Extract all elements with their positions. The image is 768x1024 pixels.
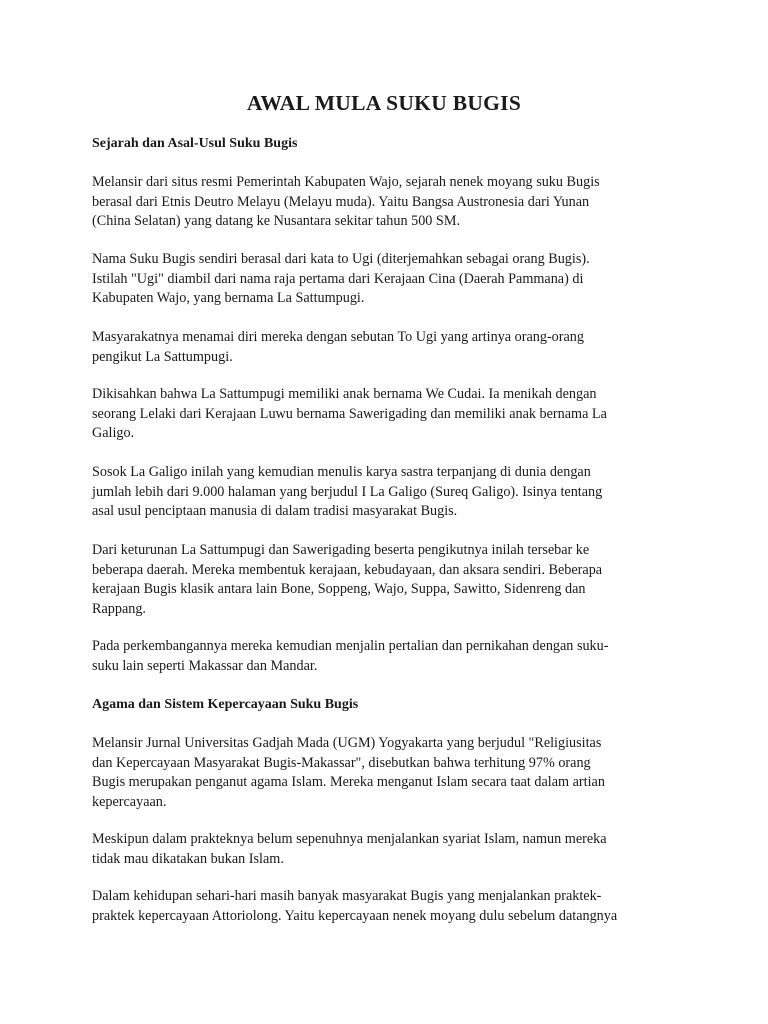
- paragraph-we-cudai: [92, 385, 607, 444]
- text-line: jumlah lebih dari 9.000 halaman yang berjudul I La Galigo (Sureq Galigo). Isinya tentang: [92, 483, 603, 500]
- text-line: suku lain seperti Makassar dan Mandar.: [92, 657, 318, 674]
- text-line: Bugis merupakan penganut agama Islam. Mereka menganut Islam secara taat dalam artian: [92, 774, 605, 790]
- paragraph-la-galigo: [92, 463, 602, 522]
- text-line: Masyarakatnya menamai diri mereka dengan sebutan To Ugi yang artinya orang-orang: [92, 329, 584, 345]
- text-line: Pada perkembangannya mereka kemudian menjalin pertalian dan pernikahan dengan suku-: [92, 638, 609, 654]
- paragraph-origin: [92, 173, 600, 232]
- text-line: asal usul penciptaan manusia di dalam tradisi masyarakat Bugis.: [92, 503, 458, 519]
- text-line: seorang Lelaki dari Kerajaan Luwu bernama Sawerigading dan memiliki anak bernama La: [92, 405, 607, 422]
- document-title: AWAL MULA SUKU BUGIS: [246, 91, 522, 115]
- paragraph-to-ugi: [92, 328, 584, 367]
- text-line: Rappang.: [92, 600, 146, 617]
- text-line: Melansir dari situs resmi Pemerintah Kabupaten Wajo, sejarah nenek moyang suku Bugis: [92, 174, 600, 190]
- text-line: Meskipun dalam prakteknya belum sepenuhnya menjalankan syariat Islam, namun mereka: [92, 831, 607, 847]
- section-heading-religion: Agama dan Sistem Kepercayaan Suku Bugis: [92, 697, 359, 712]
- text-line: Melansir Jurnal Universitas Gadjah Mada (UGM) Yogyakarta yang berjudul "Religiusitas: [92, 735, 602, 751]
- text-line: berasal dari Etnis Deutro Melayu (Melayu muda). Yaitu Bangsa Austronesia dari Yunan: [92, 193, 590, 210]
- text-line: Dikisahkan bahwa La Sattumpugi memiliki anak bernama We Cudai. Ia menikah dengan: [92, 386, 597, 402]
- text-line: tidak mau dikatakan bukan Islam.: [92, 850, 284, 867]
- paragraph-kingdoms: [92, 541, 602, 619]
- text-line: (China Selatan) yang datang ke Nusantara sekitar tahun 500 SM.: [92, 213, 460, 229]
- text-line: kepercayaan.: [92, 793, 167, 810]
- text-line: beberapa daerah. Mereka membentuk kerajaan, kebudayaan, dan aksara sendiri. Beberapa: [92, 561, 603, 578]
- section-heading-history: Sejarah dan Asal-Usul Suku Bugis: [92, 136, 298, 151]
- text-line: Nama Suku Bugis sendiri berasal dari kata to Ugi (diterjemahkan sebagai orang Bugis).: [92, 251, 590, 267]
- text-line: Galigo.: [92, 425, 135, 441]
- text-line: pengikut La Sattumpugi.: [92, 348, 233, 365]
- text-line: dan Kepercayaan Masyarakat Bugis-Makassar", disebutkan bahwa terhitung 97% orang: [92, 754, 591, 771]
- paragraph-ugm-journal: [92, 734, 605, 812]
- text-line: Dari keturunan La Sattumpugi dan Sawerigading beserta pengikutnya inilah tersebar ke: [92, 542, 590, 558]
- text-line: Istilah "Ugi" diambil dari nama raja pertama dari Kerajaan Cina (Daerah Pammana) di: [92, 270, 584, 287]
- text-line: praktek kepercayaan Attoriolong. Yaitu kepercayaan nenek moyang dulu sebelum datangnya: [92, 907, 618, 924]
- paragraph-name-origin: [92, 250, 590, 309]
- text-line: kerajaan Bugis klasik antara lain Bone, Soppeng, Wajo, Suppa, Sawitto, Sidenreng dan: [92, 581, 586, 597]
- text-line: Sosok La Galigo inilah yang kemudian menulis karya sastra terpanjang di dunia dengan: [92, 464, 591, 480]
- paragraph-practice: [92, 830, 607, 869]
- text-line: Kabupaten Wajo, yang bernama La Sattumpugi.: [92, 290, 365, 306]
- paragraph-development: [92, 637, 608, 676]
- text-line: Dalam kehidupan sehari-hari masih banyak masyarakat Bugis yang menjalankan praktek-: [92, 888, 602, 904]
- paragraph-attoriolong: [92, 887, 617, 926]
